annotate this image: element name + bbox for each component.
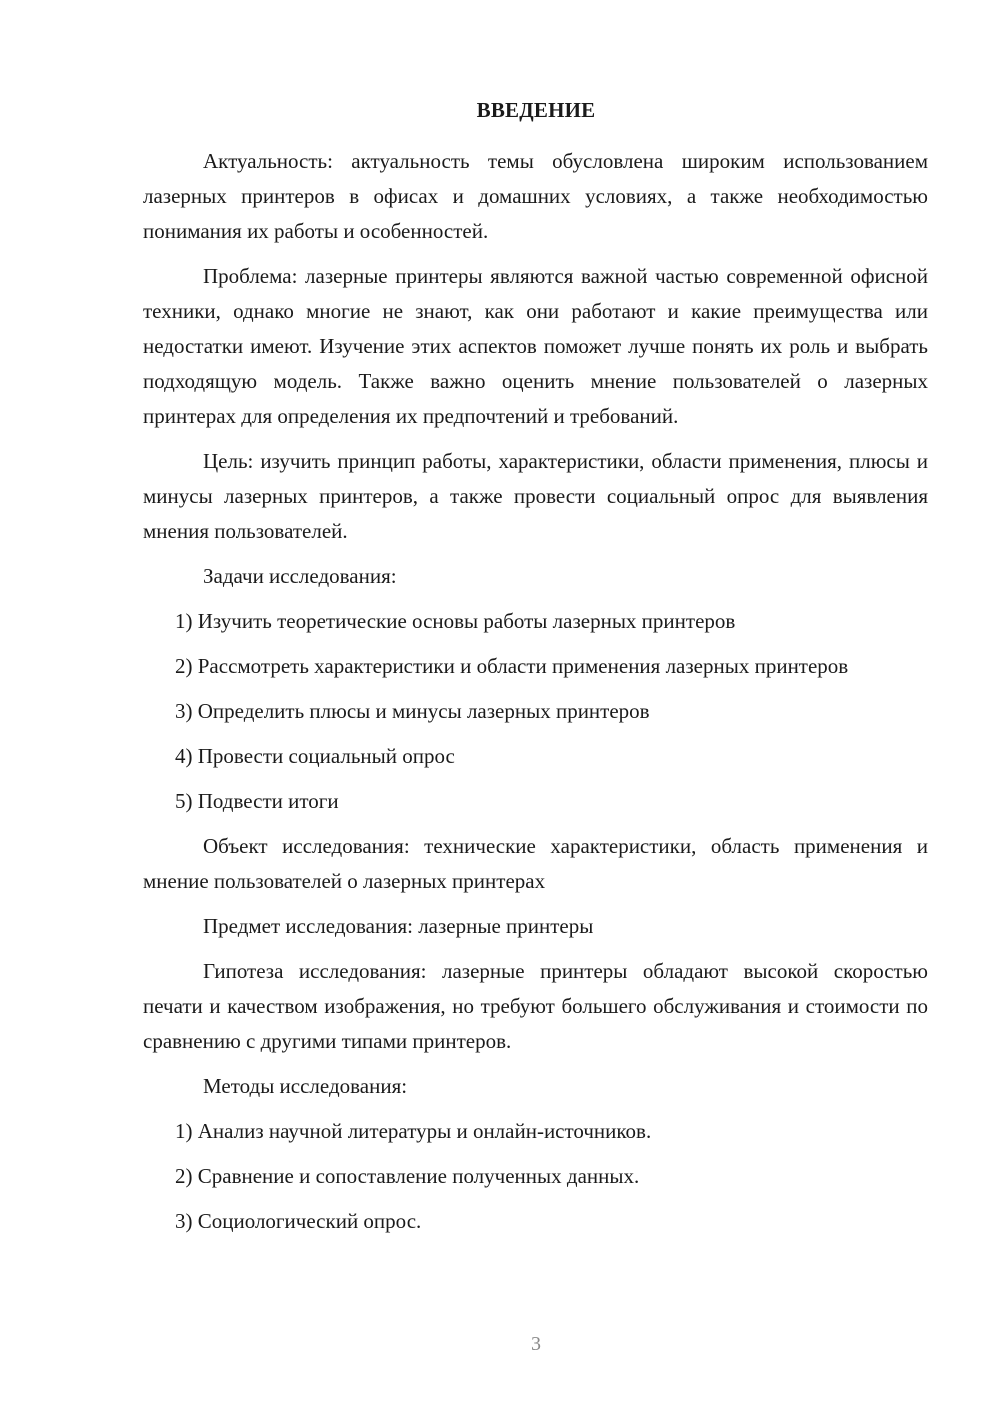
goal-paragraph: Цель: изучить принцип работы, характеристики, области применения, плюсы и минусы лазерных принтеров, а также провести социальный опрос для выявления мнения пользователей. bbox=[143, 449, 928, 543]
subject-paragraph: Предмет исследования: лазерные принтеры bbox=[203, 914, 594, 938]
hypothesis-paragraph: Гипотеза исследования: лазерные принтеры обладают высокой скоростью печати и качеством изображения, но требуют большего обслуживания и стоимости по сравнению с другими типами принтеров. bbox=[143, 959, 928, 1053]
task-item-1: 1) Изучить теоретические основы работы лазерных принтеров bbox=[175, 609, 736, 633]
method-item-3: 3) Социологический опрос. bbox=[175, 1209, 422, 1233]
page-number: 3 bbox=[531, 1333, 541, 1355]
task-item-4: 4) Провести социальный опрос bbox=[175, 744, 455, 768]
method-item-2: 2) Сравнение и сопоставление полученных данных. bbox=[175, 1164, 640, 1188]
task-item-5: 5) Подвести итоги bbox=[175, 789, 339, 813]
methods-title: Методы исследования: bbox=[203, 1074, 408, 1098]
section-heading: ВВЕДЕНИЕ bbox=[476, 98, 596, 122]
object-paragraph: Объект исследования: технические характеристики, область применения и мнение пользователей о лазерных принтерах bbox=[143, 834, 928, 893]
method-item-1: 1) Анализ научной литературы и онлайн-источников. bbox=[175, 1119, 652, 1143]
task-item-2: 2) Рассмотреть характеристики и области применения лазерных принтеров bbox=[175, 654, 849, 678]
tasks-title: Задачи исследования: bbox=[203, 564, 397, 588]
body-text bbox=[143, 144, 928, 1239]
task-item-3: 3) Определить плюсы и минусы лазерных принтеров bbox=[175, 699, 650, 723]
problem-paragraph: Проблема: лазерные принтеры являются важной частью современной офисной техники, однако многие не знают, как они работают и какие преимущества или недостатки имеют. Изучение этих аспектов поможет лучше понять их роль и выбрать подходящую модель. Также важно оценить мнение пользователей о лазерных принтерах для определения их предпочтений и требований. bbox=[143, 264, 928, 428]
relevance-paragraph: Актуальность: актуальность темы обусловлена широким использованием лазерных принтеров в офисах и домашних условиях, а также необходимостью понимания их работы и особенностей. bbox=[143, 149, 928, 243]
